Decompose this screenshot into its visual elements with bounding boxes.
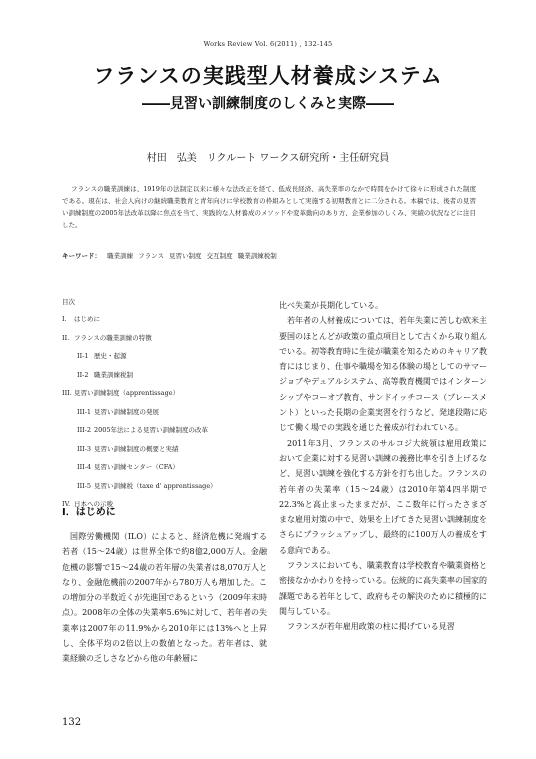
toc-item-text: 歴史・起源: [94, 352, 127, 360]
toc-subitem: [62, 408, 267, 427]
toc-title: 目次: [62, 298, 75, 306]
toc-subitem: [62, 371, 267, 390]
toc-item-number: III-3: [77, 444, 92, 453]
toc-item-number: II-1: [77, 352, 89, 360]
toc-item-text: フランスの職業訓練の特徴: [74, 333, 152, 342]
toc-subitem: [62, 445, 267, 464]
body-paragraph: 比べ失業が長期化している。: [279, 301, 383, 310]
toc-item: [62, 315, 267, 334]
body-paragraph: 2011年3月、フランスのサルコジ大統領は雇用政策において企業に対する見習い訓練の義務比率を引き上げるなど、見習い訓練を強化する方針を打ち出した。フランスの若年者の失業率（15〜24歳）は2010年第4四半期で22.3%と高止まったままだが、ここ数年に行ったさまざまな雇用対策の中で、効果を上げてきた見習い訓練制度をさらにブラッシュアップし、最終的に100万人の養成をする意向である。: [279, 438, 487, 555]
author-line: 村田 弘美 リクルート ワークス研究所・主任研究員: [146, 153, 390, 164]
toc-item-number: III-1: [77, 407, 92, 416]
right-column-body: [279, 298, 487, 635]
keyword-item: 交互制度: [206, 252, 233, 260]
toc-item-text: 見習い訓練税（taxe d' apprentissage）: [94, 481, 217, 490]
toc-subitem: [62, 352, 267, 371]
keyword-item: フランス: [138, 252, 164, 260]
toc-subitem: [62, 482, 267, 501]
abstract: [62, 183, 476, 231]
toc-item-text: 見習い訓練制度（apprentissage）: [74, 389, 180, 397]
article-title: フランスの実践型人材養成システム: [93, 64, 443, 88]
toc-item-number: III-4: [77, 463, 92, 471]
left-column-body: [62, 529, 267, 667]
toc-subitem: [62, 426, 267, 445]
toc-subitem: [62, 463, 267, 482]
body-paragraph: フランスにおいても、職業教育は学校教育や職業資格と密接なかかわりを持っている。伝統的に高失業率の国家的課題である若年として、政府もその解決のために積極的に関与している。: [279, 561, 487, 616]
toc-item-text: 日本への示唆: [74, 500, 113, 508]
toc-item-number: II.: [62, 333, 70, 342]
abstract-text: フランスの職業訓練は、1919年の法制定以来に様々な法改正を経て、低成長経済、高失業率のなかで時間をかけて徐々に形成された制度である。現在は、社会人向けの継続職業教育と青年向けに学校教育の枠組みとして実施する初期教育とに二分される。本稿では、後者の見習い訓練制度の2005年法改革以降に焦点を当て、実践的な人材養成のメソッドや変革動向のあり方、企業参加のしくみ、実績の状況などに注目した。: [62, 185, 476, 229]
page-number: 132: [62, 717, 82, 728]
table-of-contents: [62, 298, 267, 519]
body-paragraph: フランスが若年雇用政策の柱に掲げている見習: [287, 622, 455, 632]
toc-item-number: I.: [62, 315, 67, 323]
keyword-item: 見習い制度: [169, 252, 202, 260]
toc-item-number: III-5: [77, 481, 92, 490]
keyword-item: 職業訓練税制: [237, 252, 277, 260]
left-column-toc: [62, 298, 267, 519]
toc-item-text: 職業訓練税制: [94, 370, 133, 379]
section-heading-introduction: I．はじめに: [62, 507, 116, 518]
toc-item-number: IV.: [62, 500, 71, 508]
keyword-item: 職業訓練: [107, 252, 134, 260]
body-paragraph: 国際労働機関（ILO）によると、経済危機に発端する若者（15〜24歳）は世界全体で約8億2,000万人。金融危機の影響で15〜24歳の若年層の失業者は8,070万人となり、金融危機前の2007年から780万人も増加した。この増加分の半数近くが先進国であるという（2009年末時点）。2008年の全体の失業率5.6%に対して、若年者の失業率は2007年の11.9%から2010年には13%へと上昇し、全体平均の2倍以上の数値となった。若年者は、就業経験の乏しさなどから他の年齢層に: [62, 532, 267, 664]
toc-item: [62, 389, 267, 408]
toc-item-text: 見習い訓練制度の概要と実績: [94, 444, 179, 453]
toc-item-text: 見習い訓練制度の発展: [94, 407, 159, 416]
body-paragraph: 若年者の人材養成については、若年失業に苦しむ欧米主要国のほとんどが政策の重点項目として古くから取り組んでいる。初等教育時に生徒が職業を知るためのキャリア教育にはじまり、仕事や職場を知る体験の場としてのサマージョブやデュアルシステム、高等教育機関ではインターンシップやコーオプ教育、サンドイッチコース（プレースメント）といった長期の企業実習を行うなど、発達段階に応じて働く場での実践を通じた養成が行われている。: [279, 316, 487, 433]
journal-header: Works Review Vol. 6(2011) , 132-145: [203, 40, 333, 48]
toc-item-number: III-2: [77, 426, 92, 434]
toc-item-text: 2005年法による見習い訓練制度の改革: [94, 426, 209, 434]
keywords-label: キーワード：: [62, 252, 101, 260]
toc-item-text: はじめに: [74, 315, 100, 323]
toc-item-text: 見習い訓練センター（CFA）: [94, 463, 179, 471]
article-subtitle: ――見習い訓練制度のしくみと実際――: [142, 96, 394, 112]
toc-item: [62, 334, 267, 353]
toc-item-number: III.: [62, 389, 72, 397]
toc-item-number: II-2: [77, 370, 89, 379]
keywords: [62, 251, 476, 261]
